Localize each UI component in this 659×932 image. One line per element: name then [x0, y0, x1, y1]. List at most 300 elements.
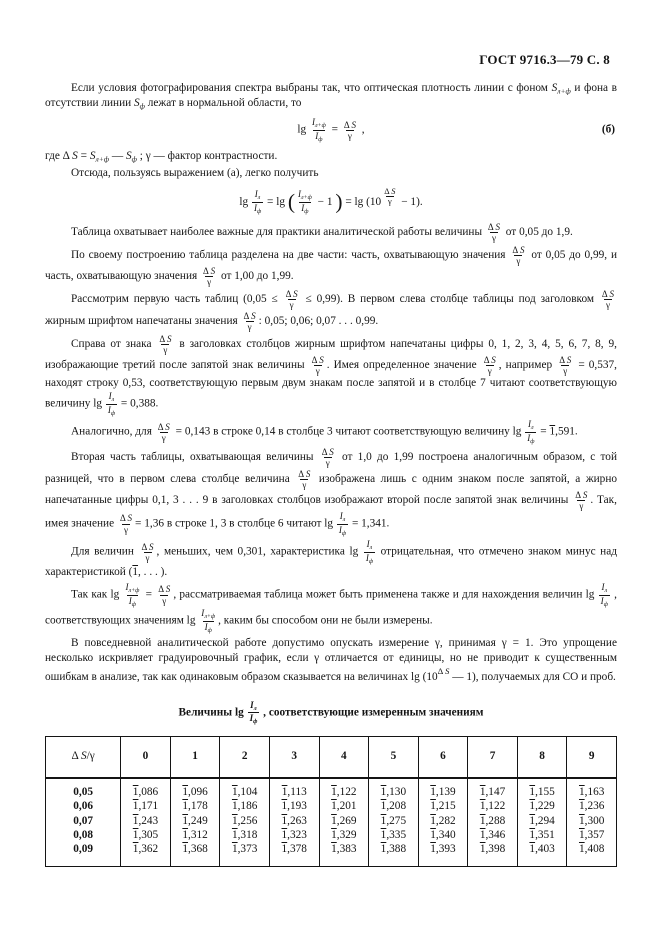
italic-symbol: S — [491, 355, 496, 366]
text: Δ — [141, 541, 150, 552]
fraction-numerator — [599, 582, 609, 595]
fraction — [157, 334, 173, 355]
italic-symbol: S — [519, 244, 525, 255]
subscript: ф — [304, 208, 309, 215]
fraction-denominator — [346, 130, 354, 141]
table-cell: 1,193 — [269, 799, 319, 813]
fraction-denominator — [299, 202, 310, 216]
subscript: л — [253, 705, 257, 712]
italic-symbol: S — [319, 355, 324, 366]
table-cell: 1,357 — [567, 828, 617, 842]
table-cell: 1,288 — [468, 814, 518, 828]
fraction — [310, 355, 326, 376]
italic-symbol: I — [338, 524, 342, 535]
fraction — [118, 513, 134, 534]
overbar-digit: 1 — [231, 843, 238, 856]
table-header-cell: 9 — [567, 736, 617, 778]
text: γ — [491, 232, 496, 243]
text: . Так, имея значение — [45, 494, 617, 530]
table-cell: 1,086 — [121, 778, 171, 799]
table-cell: 1,362 — [121, 842, 171, 866]
overbar-digit: 1 — [132, 785, 139, 798]
text: от 1,0 до 1,99 построена аналогичным образом, с той разницей, что в первом слева столбце величина — [45, 451, 617, 485]
italic-symbol: I — [297, 189, 301, 200]
text: от 0,05 до 1,9. — [502, 225, 573, 238]
fraction — [573, 490, 589, 511]
table-cell: 1,373 — [220, 842, 270, 866]
fraction-numerator — [242, 311, 258, 321]
table-row — [46, 828, 617, 842]
table-cell: 1,323 — [269, 828, 319, 842]
text: жирным шрифтом напечатаны значения — [45, 314, 241, 327]
table-cell: 1,201 — [319, 799, 369, 813]
table-cell: 1,147 — [468, 778, 518, 799]
italic-symbol: I — [201, 608, 205, 619]
text: ; γ — фактор контрастности. — [136, 150, 278, 163]
text: Отсюда, пользуясь выражением (а), легко получить — [71, 167, 319, 180]
text: , соответствующие измеренным значениям — [260, 706, 484, 719]
fraction — [139, 542, 155, 563]
overbar-digit: 1 — [549, 425, 556, 438]
table-cell: 1,113 — [269, 778, 319, 799]
italic-symbol: I — [108, 390, 112, 401]
table-header-cell: 5 — [369, 736, 419, 778]
fraction-denominator — [127, 595, 138, 609]
italic-symbol: S — [582, 489, 588, 500]
italic-symbol: S — [165, 584, 171, 595]
italic-symbol: I — [600, 595, 604, 606]
table-header-cell: 6 — [418, 736, 468, 778]
table-cell: 1,130 — [369, 778, 419, 799]
formula — [45, 187, 617, 216]
overbar-digit: 1 — [281, 814, 288, 827]
overbar-digit: 1 — [281, 843, 288, 856]
text: Δ — [311, 355, 320, 366]
text: γ — [563, 366, 568, 377]
table-cell: 1,096 — [170, 778, 220, 799]
italic-symbol: S — [251, 310, 256, 321]
italic-symbol: I — [249, 713, 254, 724]
table-cell: 1,269 — [319, 814, 369, 828]
overbar-digit: 1 — [578, 843, 585, 856]
table-header-cell: 8 — [517, 736, 567, 778]
table-cell: 1,236 — [567, 799, 617, 813]
text: Вторая часть таблицы, охватывающая величины — [71, 451, 319, 464]
fraction-denominator — [203, 621, 214, 635]
italic-symbol: S — [391, 187, 396, 197]
fraction-denominator — [160, 595, 168, 606]
italic-symbol: I — [253, 202, 257, 213]
italic-symbol: S — [127, 513, 133, 524]
text: γ — [579, 500, 584, 511]
overbar-digit: 1 — [380, 785, 387, 798]
fraction-numerator — [526, 419, 536, 432]
overbar-digit: 1 — [578, 800, 585, 813]
italic-symbol: S — [551, 82, 558, 94]
overbar-digit: 1 — [132, 566, 139, 579]
fraction — [156, 422, 172, 443]
overbar-digit: 1 — [380, 843, 387, 856]
table-cell: 1,122 — [319, 778, 369, 799]
text: = 1,36 в строке 1, 3 в столбце 6 читают lg — [135, 517, 336, 530]
text: Δ — [157, 421, 166, 432]
italic-symbol: I — [128, 595, 132, 606]
text: lg — [239, 196, 251, 209]
text: Δ — [512, 244, 520, 255]
italic-symbol: S — [495, 221, 500, 232]
big-paren: ) — [335, 189, 343, 214]
text: γ — [123, 524, 128, 535]
overbar-digit: 1 — [529, 814, 536, 827]
table-cell: 1,178 — [170, 799, 220, 813]
italic-symbol: I — [311, 117, 315, 128]
overbar-digit: 1 — [479, 843, 486, 856]
text: γ — [516, 255, 521, 266]
italic-symbol: S — [329, 447, 334, 458]
subscript: ф — [256, 208, 262, 215]
text: γ — [487, 366, 492, 377]
table-cell: 1,275 — [369, 814, 419, 828]
fraction-numerator — [199, 608, 217, 621]
fraction — [557, 355, 573, 376]
text: ≤ 0,99). В первом слева столбце таблицы под заголовком — [300, 293, 599, 306]
fraction-numerator — [510, 245, 526, 255]
subscript: л — [257, 195, 261, 202]
italic-symbol: I — [601, 582, 605, 593]
paragraph — [45, 447, 617, 537]
overbar-digit: 1 — [231, 829, 238, 842]
subscript: ф — [131, 154, 137, 164]
fraction-numerator — [296, 189, 314, 202]
fraction-numerator — [365, 539, 375, 552]
italic-symbol: S — [166, 333, 172, 344]
fraction-denominator — [122, 524, 130, 535]
text: Δ — [71, 750, 81, 763]
table-body — [46, 778, 617, 867]
italic-symbol: I — [528, 419, 532, 430]
text: Величины lg — [178, 706, 247, 719]
subscript: ф — [368, 558, 374, 565]
big-paren: ( — [287, 189, 295, 214]
fraction — [486, 222, 502, 243]
subscript: ф — [139, 101, 145, 111]
text: — 1), получаемых для СО и проб. — [449, 670, 616, 683]
text: = lg — [264, 196, 288, 209]
overbar-digit: 1 — [231, 785, 238, 798]
italic-symbol: S — [134, 97, 140, 110]
subscript: л+ф — [204, 614, 216, 621]
table-cell: 1,398 — [468, 842, 518, 866]
italic-symbol: S — [89, 150, 96, 163]
text: γ — [161, 432, 166, 443]
fraction — [364, 539, 375, 565]
fraction-denominator — [246, 321, 254, 332]
table-cell: 1,208 — [369, 799, 419, 813]
text: Δ — [321, 447, 330, 458]
text: Δ — [159, 333, 167, 344]
text: В повседневной аналитической работе допустимо опускать измерение γ, принимая γ = 1. Это упрощение несколько искривляет градуировочный график, если γ отличается от единицы, но не приводит к существенным ошибкам в анализе, так как одинаковым образом сказывается на величинах lg (10 — [45, 637, 617, 683]
text: Для величин — [71, 545, 139, 558]
subscript: л — [369, 545, 373, 552]
overbar-digit: 1 — [430, 800, 436, 813]
fraction — [599, 582, 610, 608]
text: γ — [289, 300, 294, 311]
fraction-numerator — [557, 355, 573, 365]
fraction-denominator — [300, 479, 308, 490]
italic-symbol: I — [339, 511, 343, 522]
table-cell: 1,186 — [220, 799, 270, 813]
overbar-digit: 1 — [231, 814, 238, 827]
text: Δ — [119, 513, 128, 524]
fraction — [600, 289, 616, 310]
table-cell: 1,408 — [567, 842, 617, 866]
table-cell: 1,403 — [517, 842, 567, 866]
text: γ — [162, 595, 167, 606]
fraction-numerator — [486, 222, 502, 232]
fraction-denominator — [514, 255, 522, 266]
text: Справа от знака — [71, 338, 157, 351]
overbar-digit: 1 — [479, 785, 486, 798]
fraction-denominator — [525, 432, 536, 446]
table-row — [46, 778, 617, 799]
fraction — [296, 189, 314, 215]
subscript: л — [531, 425, 534, 432]
subscript: л — [604, 587, 608, 594]
text: Δ — [285, 289, 294, 300]
text: γ — [315, 366, 320, 377]
fraction-numerator — [342, 120, 358, 130]
table-header-row — [46, 736, 617, 778]
overbar-digit: 1 — [479, 814, 486, 827]
text: изображена лишь с одним знаком после запятой, а жирно напечатанные цифры 0,1, 3 . . . 9 в заголовках столбцов изображают второй после запятой знак величины — [45, 472, 618, 506]
paragraph — [45, 166, 617, 181]
table-header-cell: 1 — [170, 736, 220, 778]
text: γ — [207, 277, 212, 288]
overbar-digit: 1 — [479, 829, 486, 842]
fraction — [525, 419, 536, 445]
italic-symbol: S — [566, 355, 572, 366]
text: лежат в нормальной области, то — [144, 97, 302, 110]
subscript: л — [111, 396, 115, 403]
fraction — [284, 289, 300, 310]
fraction-denominator — [386, 196, 394, 206]
table-cell: 1,340 — [418, 828, 468, 842]
row-label: 0,06 — [73, 800, 93, 813]
text: Аналогично, для — [71, 425, 155, 438]
table-cell: 1,282 — [418, 814, 468, 828]
subscript: ф — [341, 530, 347, 537]
fraction — [382, 187, 397, 207]
fraction — [199, 608, 217, 634]
fraction-numerator — [296, 469, 312, 479]
paragraph — [45, 582, 617, 634]
table-cell: 1,300 — [567, 814, 617, 828]
fraction — [510, 245, 526, 266]
overbar-digit: 1 — [281, 800, 288, 813]
italic-symbol: S — [445, 665, 450, 676]
fraction — [310, 117, 328, 143]
overbar-digit: 1 — [430, 829, 436, 842]
overbar-digit: 1 — [430, 814, 436, 827]
overbar-digit: 1 — [529, 785, 536, 798]
table-cell: 1,393 — [418, 842, 468, 866]
fraction — [156, 584, 172, 605]
fraction-denominator — [160, 432, 168, 443]
text: = 0,388. — [118, 397, 159, 410]
subscript: л+ф — [301, 195, 312, 202]
fraction-numerator — [253, 189, 263, 202]
fraction-denominator — [248, 712, 260, 726]
fraction-numerator — [310, 117, 328, 130]
row-label: 0,08 — [73, 829, 93, 842]
italic-symbol: I — [301, 202, 305, 213]
overbar-digit: 1 — [331, 843, 337, 856]
row-label: 0,05 — [73, 785, 93, 798]
page-header: ГОСТ 9716.3—79 С. 8 — [479, 52, 610, 67]
text: γ — [325, 458, 330, 469]
table-cell: 1,139 — [418, 778, 468, 799]
text: от 1,00 до 1,99. — [218, 270, 294, 283]
italic-symbol: S — [210, 266, 216, 277]
text: Δ — [575, 489, 583, 500]
fraction-numerator — [156, 584, 172, 594]
italic-symbol: I — [250, 699, 254, 710]
text: Δ — [437, 665, 446, 676]
overbar-digit: 1 — [132, 814, 139, 827]
table-cell: 1,335 — [369, 828, 419, 842]
overbar-digit: 1 — [578, 814, 585, 827]
italic-symbol: S — [125, 150, 132, 163]
text: Так как lg — [71, 588, 123, 601]
fraction-denominator — [313, 130, 324, 144]
text: = 1,341. — [349, 517, 390, 530]
text: γ — [605, 300, 610, 311]
text: , рассматриваемая таблица может быть применена также и для нахождения величин lg — [173, 588, 598, 601]
table-header-cell: 0 — [121, 736, 171, 778]
italic-symbol: I — [527, 432, 531, 443]
paragraph — [45, 245, 617, 288]
fraction — [123, 582, 141, 608]
data-table — [45, 736, 617, 867]
table-cell: 1,243 — [121, 814, 171, 828]
table-cell: 1,383 — [319, 842, 369, 866]
text: − 1 — [314, 196, 336, 209]
document-body — [45, 79, 617, 867]
text: Δ — [601, 289, 610, 300]
paragraph — [45, 419, 617, 445]
subscript: ф — [207, 627, 212, 634]
fraction-numerator — [482, 355, 498, 365]
text: Рассмотрим первую часть таблиц (0,05 ≤ — [71, 293, 283, 306]
fraction-denominator — [490, 232, 498, 243]
fraction-numerator — [382, 187, 397, 196]
text: γ — [302, 479, 307, 490]
text: в заголовках столбцов жирным шрифтом напечатаны цифры 0, 1, 2, 3, 4, 5, 6, 7, 8, 9, изображающие третий после запятой знак величины — [45, 338, 617, 372]
fraction — [201, 266, 217, 287]
table-caption — [45, 700, 617, 726]
fraction-numerator — [600, 289, 616, 299]
fraction-numerator — [118, 513, 134, 523]
subscript: ф — [110, 410, 116, 417]
text: lg — [297, 123, 309, 136]
table-cell: 1,294 — [517, 814, 567, 828]
table-cell: 1,312 — [170, 828, 220, 842]
italic-symbol: S — [72, 150, 78, 163]
text: от 0,05 до 0,99, и часть, охватывающую значения — [45, 249, 617, 283]
italic-symbol: I — [315, 130, 319, 141]
subscript: л+ф — [557, 86, 571, 96]
overbar-digit: 1 — [281, 829, 288, 842]
table-cell: 1,388 — [369, 842, 419, 866]
text: : 0,05; 0,06; 0,07 . . . 0,99. — [258, 314, 379, 327]
text: γ — [145, 552, 150, 563]
table-cell: 1,368 — [170, 842, 220, 866]
fraction — [248, 700, 260, 726]
italic-symbol: I — [254, 189, 258, 200]
table-cell: 1,249 — [170, 814, 220, 828]
overbar-digit: 1 — [182, 800, 189, 813]
overbar-digit: 1 — [380, 814, 387, 827]
formula — [45, 117, 617, 143]
table-cell: 1,346 — [468, 828, 518, 842]
text: Таблица охватывает наиболее важные для практики аналитической работы величины — [71, 225, 485, 238]
table-cell: 1,305 — [121, 828, 171, 842]
text: Если условия фотографирования спектра выбраны так, что оптическая плотность линии с фоном — [71, 82, 552, 94]
text: /γ — [86, 750, 95, 763]
overbar-digit: 1 — [182, 785, 189, 798]
italic-symbol: I — [125, 582, 129, 593]
overbar-digit: 1 — [281, 785, 288, 798]
fraction-denominator — [252, 202, 263, 216]
overbar-digit: 1 — [132, 800, 139, 813]
text: Δ — [243, 310, 252, 321]
table-header-cell: 2 — [220, 736, 270, 778]
fraction-numerator — [156, 422, 172, 432]
text: где Δ — [45, 150, 73, 163]
table-cell: 1,163 — [567, 778, 617, 799]
overbar-digit: 1 — [132, 843, 139, 856]
fraction-numerator — [157, 334, 173, 344]
italic-symbol: I — [366, 539, 370, 550]
italic-symbol: S — [293, 289, 298, 300]
paragraph — [45, 334, 617, 417]
fraction-denominator — [314, 365, 322, 376]
text: Δ — [487, 221, 496, 232]
overbar-digit: 1 — [529, 829, 536, 842]
overbar-digit: 1 — [380, 800, 387, 813]
text: отрицательная, что отмечено знаком минус над характеристикой ( — [45, 545, 617, 579]
text: γ — [247, 321, 252, 332]
fraction-denominator — [577, 500, 585, 511]
fraction — [342, 120, 358, 141]
italic-symbol: I — [107, 404, 111, 415]
fraction — [106, 391, 117, 417]
fraction-denominator — [324, 457, 332, 468]
text: = 0,143 в строке 0,14 в столбце 3 читают соответствующую величину lg — [172, 425, 525, 438]
subscript: ф — [530, 438, 535, 445]
table-cell: 1,122 — [468, 799, 518, 813]
fraction-denominator — [364, 552, 375, 566]
overbar-digit: 1 — [479, 800, 486, 813]
table-cell: 1,351 — [517, 828, 567, 842]
fraction — [296, 469, 312, 490]
paragraph — [45, 289, 617, 332]
subscript: л+ф — [128, 587, 140, 594]
subscript: л+ф — [95, 154, 110, 164]
fraction-numerator — [107, 391, 117, 404]
fraction-numerator — [248, 700, 259, 713]
text: = — [77, 150, 90, 163]
